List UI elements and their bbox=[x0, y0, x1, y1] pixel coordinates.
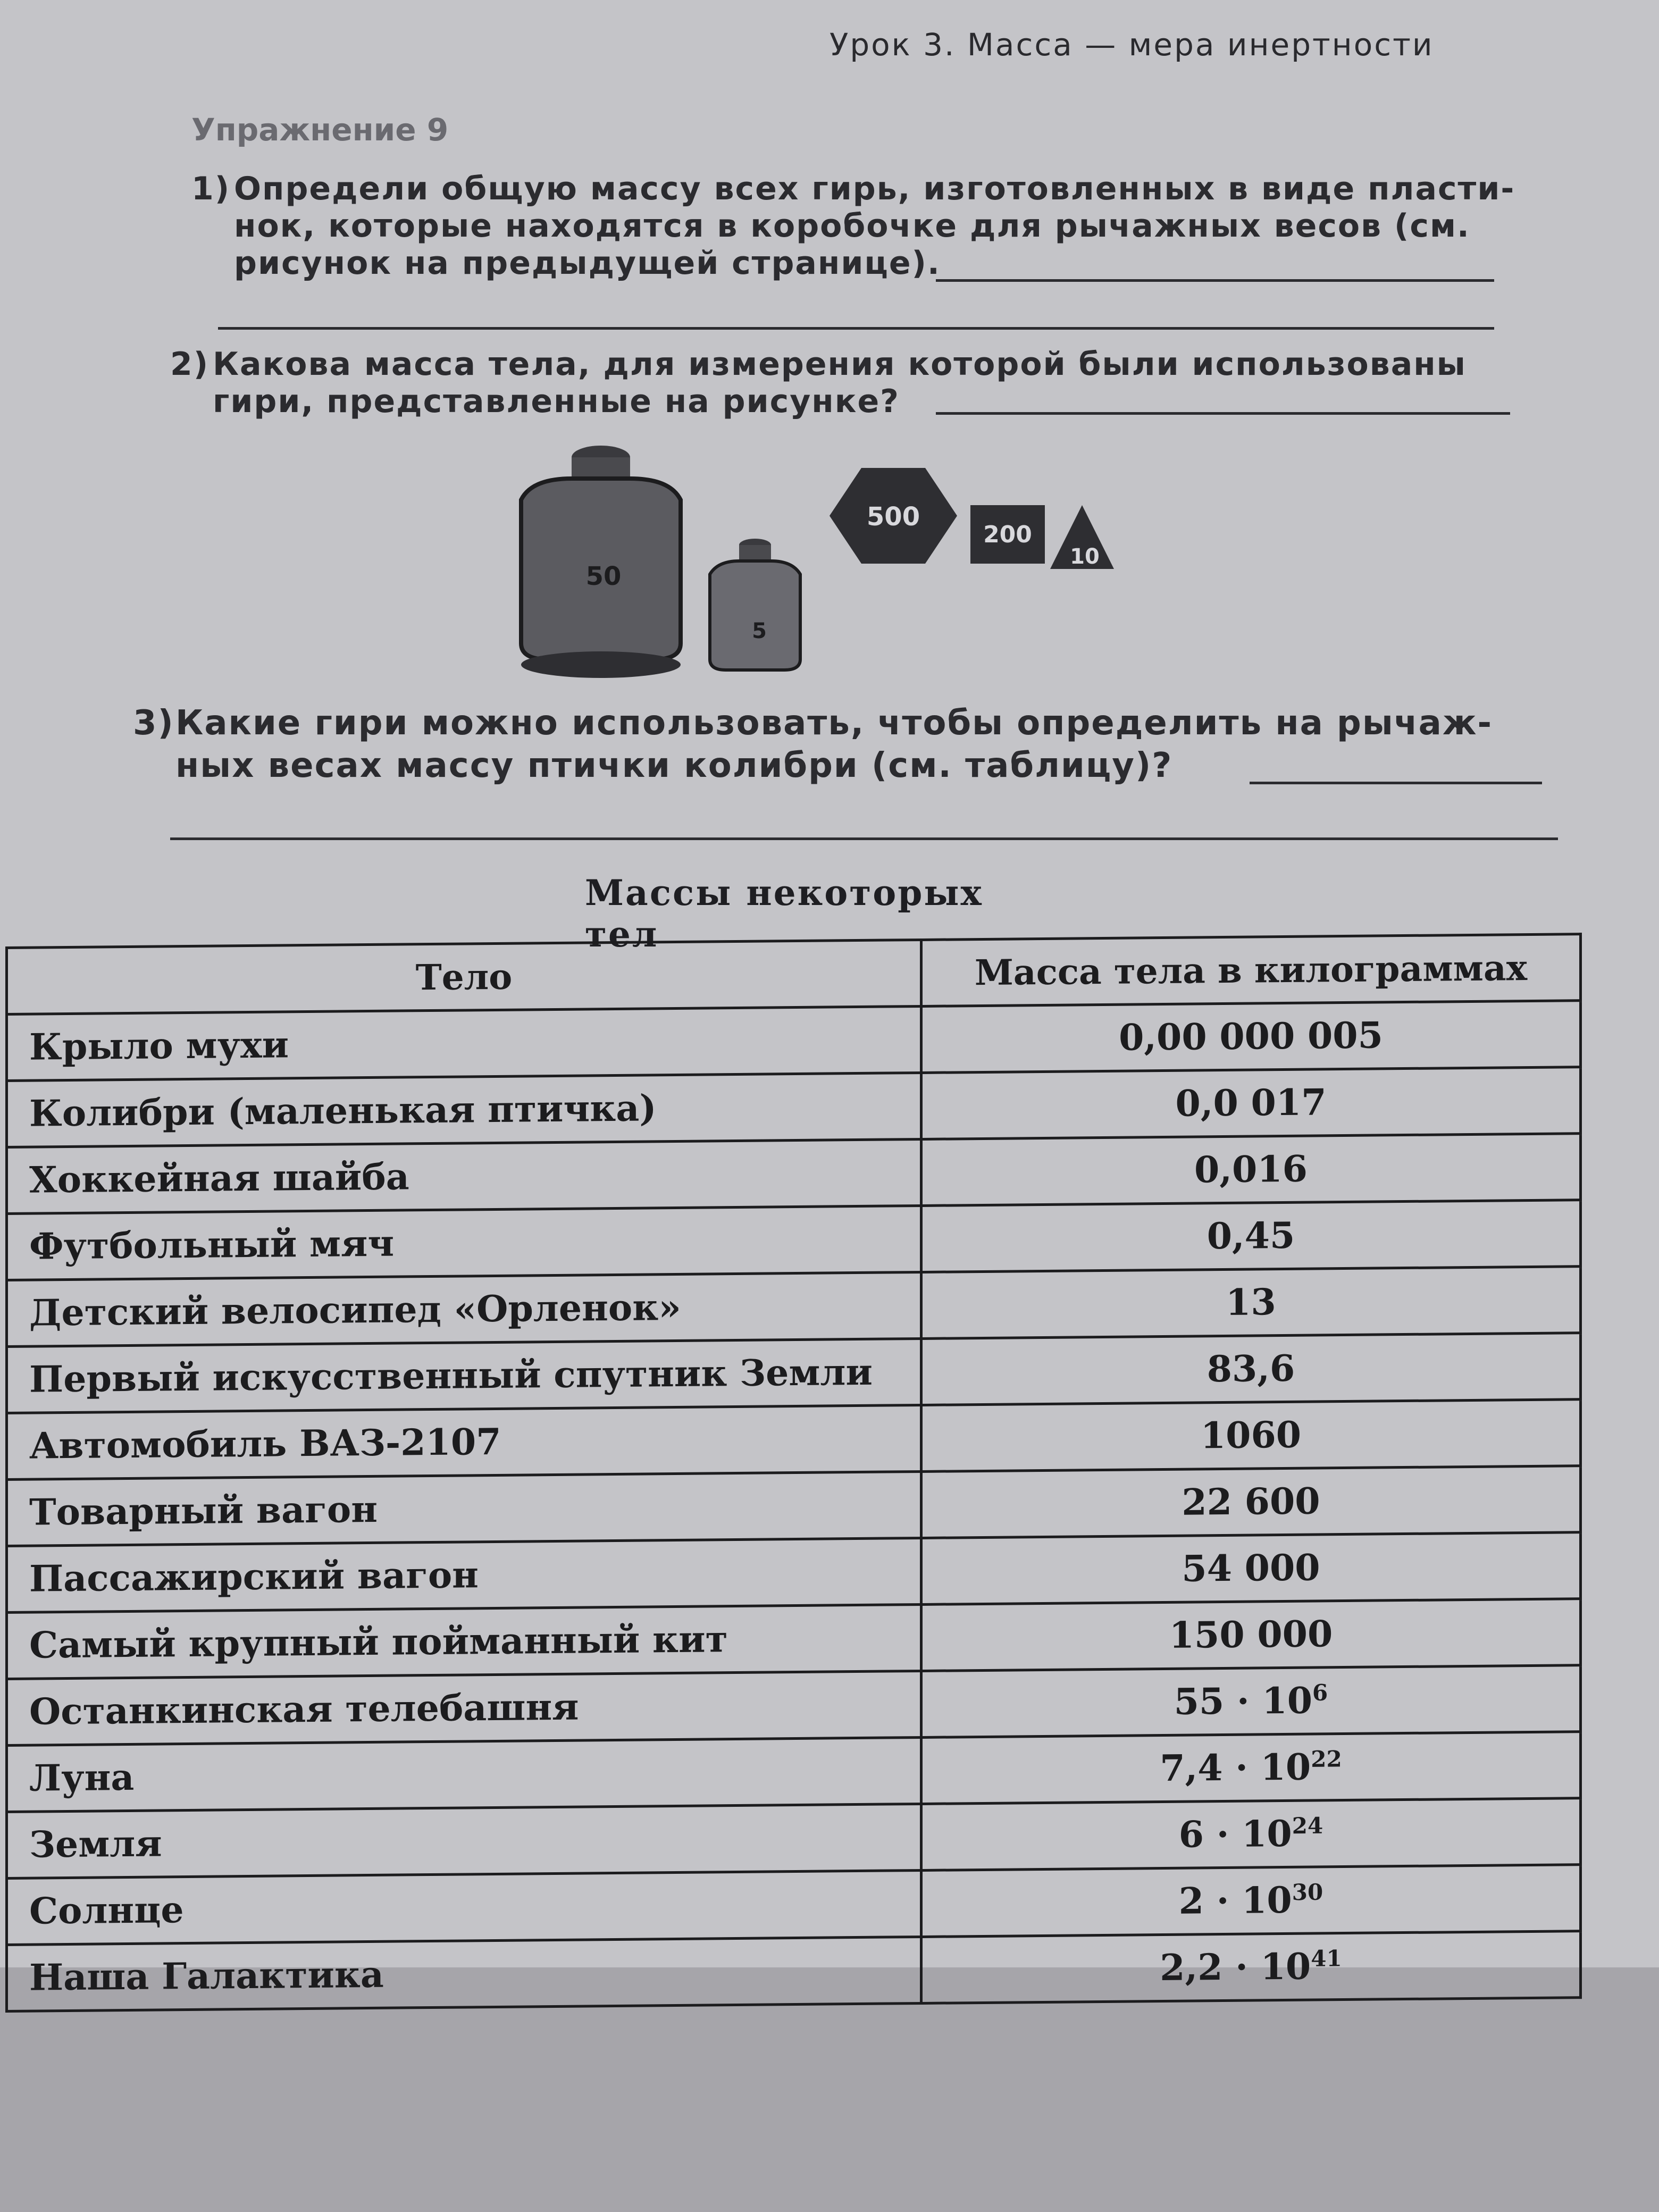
mass-value-cell bbox=[921, 1665, 1581, 1738]
mass-value: 22 600 bbox=[1182, 1480, 1320, 1524]
body-name-cell: Детский велосипед «Орленок» bbox=[7, 1272, 921, 1346]
question-number: 2) bbox=[170, 346, 210, 383]
body-name-cell: Колибри (маленькая птичка) bbox=[7, 1073, 921, 1147]
hexagon-weight bbox=[830, 468, 957, 564]
question-3 bbox=[133, 702, 1558, 787]
mass-value-cell bbox=[921, 1865, 1581, 1937]
header-mass: Масса тела в килограммах bbox=[921, 934, 1581, 1007]
rectangle-weight-label: 200 bbox=[983, 521, 1032, 548]
mass-value: 55 · 10 bbox=[1174, 1679, 1313, 1723]
body-name-cell: Луна bbox=[7, 1737, 921, 1812]
header-body: Тело bbox=[7, 940, 921, 1014]
question-2 bbox=[170, 346, 1521, 420]
mass-value-cell bbox=[921, 1200, 1581, 1272]
mass-value: 83,6 bbox=[1206, 1347, 1295, 1391]
body-name-cell: Останкинская телебашня bbox=[7, 1671, 921, 1745]
mass-value: 0,0 017 bbox=[1175, 1081, 1327, 1125]
body-name-cell: Товарный вагон bbox=[7, 1471, 921, 1546]
mass-value-cell bbox=[921, 1400, 1581, 1472]
mass-exponent: 22 bbox=[1311, 1746, 1342, 1772]
mass-value-cell bbox=[921, 1798, 1581, 1871]
table-row bbox=[7, 1931, 1581, 2012]
mass-value-cell bbox=[921, 1134, 1581, 1206]
question-1 bbox=[191, 170, 1521, 282]
mass-value-cell bbox=[921, 1267, 1581, 1339]
mass-value-cell bbox=[921, 1732, 1581, 1804]
triangle-weight-label: 10 bbox=[1070, 544, 1100, 569]
lesson-header: Урок 3. Масса — мера инертности bbox=[830, 27, 1434, 63]
mass-value: 2 · 10 bbox=[1178, 1879, 1292, 1923]
question-number: 1) bbox=[191, 170, 231, 207]
answer-line[interactable] bbox=[1250, 782, 1542, 784]
mass-value: 150 000 bbox=[1169, 1613, 1333, 1657]
big-weight bbox=[521, 446, 681, 678]
answer-line[interactable] bbox=[218, 327, 1494, 330]
body-name-cell: Пассажирский вагон bbox=[7, 1538, 921, 1612]
mass-value-cell bbox=[921, 1466, 1581, 1538]
mass-value: 6 · 10 bbox=[1178, 1812, 1292, 1856]
mass-value: 54 000 bbox=[1182, 1546, 1320, 1590]
body-name-cell: Первый искусственный спутник Земли bbox=[7, 1338, 921, 1413]
body-name-cell: Наша Галактика bbox=[7, 1937, 921, 2011]
mass-value: 0,016 bbox=[1194, 1147, 1308, 1192]
question-line: гири, представленные на рисунке? bbox=[213, 383, 900, 420]
triangle-weight bbox=[1050, 505, 1114, 569]
mass-value-cell bbox=[921, 1931, 1581, 2004]
mass-value-cell bbox=[921, 1599, 1581, 1671]
mass-exponent: 6 bbox=[1312, 1679, 1328, 1706]
mass-value-cell bbox=[921, 1532, 1581, 1605]
question-line: ных весах массу птички колибри (см. таблицу)? bbox=[175, 746, 1173, 785]
mass-exponent: 41 bbox=[1311, 1945, 1342, 1972]
body-name-cell: Футбольный мяч bbox=[7, 1205, 921, 1280]
exercise-title: Упражнение 9 bbox=[191, 112, 449, 148]
body-name-cell: Крыло мухи bbox=[7, 1006, 921, 1080]
weights-illustration bbox=[510, 436, 1202, 691]
body-name-cell: Земля bbox=[7, 1804, 921, 1878]
answer-line[interactable] bbox=[936, 412, 1510, 415]
question-line: рисунок на предыдущей странице). bbox=[234, 245, 941, 282]
mass-value: 7,4 · 10 bbox=[1160, 1746, 1311, 1790]
body-name-cell: Самый крупный пойманный кит bbox=[7, 1604, 921, 1679]
hexagon-weight-label: 500 bbox=[866, 502, 920, 532]
mass-value-cell bbox=[921, 1333, 1581, 1405]
mass-value: 2,2 · 10 bbox=[1160, 1945, 1311, 1990]
rectangle-weight bbox=[970, 505, 1045, 564]
body-name-cell: Хоккейная шайба bbox=[7, 1139, 921, 1213]
body-name-cell: Солнце bbox=[7, 1870, 921, 1945]
answer-line[interactable] bbox=[170, 837, 1558, 840]
question-line: Определи общую массу всех гирь, изготовленных в виде пласти- bbox=[234, 170, 1515, 207]
mass-value-cell bbox=[921, 1001, 1581, 1073]
mass-value: 0,00 000 005 bbox=[1119, 1014, 1383, 1059]
small-weight bbox=[710, 539, 800, 670]
mass-value: 1060 bbox=[1200, 1413, 1302, 1457]
body-name-cell: Автомобиль ВАЗ-2107 bbox=[7, 1405, 921, 1479]
answer-line[interactable] bbox=[936, 279, 1494, 282]
question-line: Какие гири можно использовать, чтобы определить на рычаж- bbox=[175, 703, 1493, 743]
mass-value-cell bbox=[921, 1067, 1581, 1139]
mass-exponent: 24 bbox=[1292, 1812, 1323, 1839]
small-weight-label: 5 bbox=[752, 619, 767, 643]
table-title: Массы некоторых тел bbox=[585, 872, 983, 955]
mass-value: 13 bbox=[1226, 1281, 1276, 1324]
big-weight-label: 50 bbox=[585, 562, 622, 591]
mass-exponent: 30 bbox=[1292, 1879, 1323, 1906]
mass-value: 0,45 bbox=[1206, 1214, 1295, 1258]
question-number: 3) bbox=[133, 703, 174, 743]
question-line: нок, которые находятся в коробочке для рычажных весов (см. bbox=[234, 207, 1470, 245]
question-line: Какова масса тела, для измерения которой были использованы bbox=[213, 346, 1467, 383]
mass-table bbox=[5, 933, 1582, 2013]
